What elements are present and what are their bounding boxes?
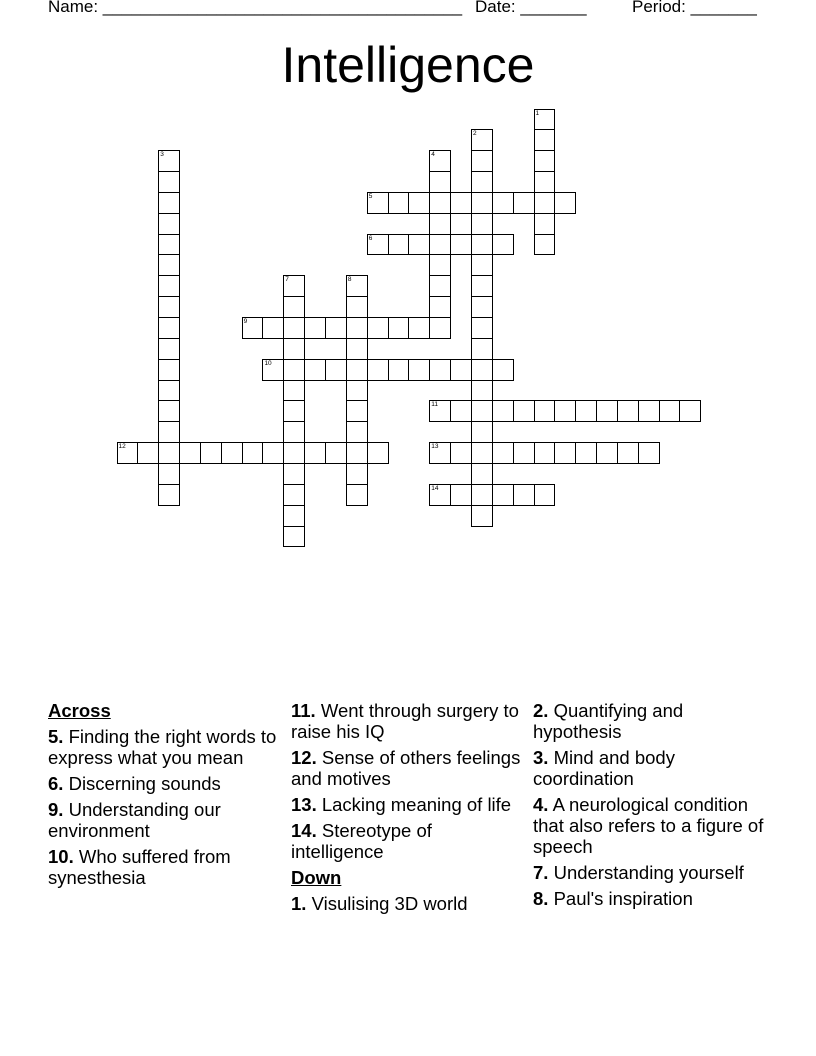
cell-number: 4 [431,151,435,159]
clue-number: 12. [291,747,317,768]
cell-number: 8 [347,276,352,284]
grid-cell[interactable] [471,380,493,402]
grid-cell[interactable] [471,463,493,485]
grid-cell[interactable] [158,234,180,256]
grid-cell[interactable] [158,192,180,214]
grid-cell[interactable] [158,213,180,235]
clue-column-3 [533,700,765,914]
clue-text: Who suffered from synesthesia [48,846,231,888]
clue-text: Went through surgery to raise his IQ [291,700,519,742]
grid-cell[interactable] [617,400,639,422]
grid-cell[interactable] [158,275,180,297]
grid-cell[interactable] [638,442,660,464]
period-field[interactable]: Period: _______ [632,0,757,16]
page-title: Intelligence [281,37,535,93]
grid-cell[interactable] [471,192,493,214]
grid-cell[interactable] [492,192,514,214]
clue-number: 5. [48,726,64,747]
grid-cell[interactable] [325,359,347,381]
grid-cell[interactable] [575,400,597,422]
grid-cell[interactable] [262,359,284,381]
cell-number: 13 [431,443,439,451]
cell-number: 2 [472,130,477,138]
grid-cell[interactable] [450,234,472,256]
clue-column-2 [291,700,523,919]
grid-cell[interactable] [325,442,347,464]
grid-cell[interactable] [596,442,618,464]
grid-cell[interactable] [471,421,493,443]
grid-cell[interactable] [471,254,493,276]
grid-cell[interactable] [554,400,576,422]
grid-cell[interactable] [408,317,430,339]
clue-number: 3. [533,747,549,768]
grid-cell[interactable] [346,296,368,318]
grid-cell[interactable] [200,442,222,464]
clue-number: 7. [533,862,549,883]
clue-text: Visulising 3D world [311,893,468,914]
clue-down-8 [533,888,765,909]
grid-cell[interactable] [659,400,681,422]
cell-number: 3 [160,151,164,159]
clue-number: 1. [291,893,307,914]
grid-cell[interactable] [283,463,305,485]
grid-cell[interactable] [534,171,556,193]
grid-cell[interactable] [575,442,597,464]
grid-cell[interactable] [471,317,493,339]
date-field[interactable]: Date: _______ [475,0,587,16]
across-heading: Across [48,700,111,721]
grid-cell[interactable] [262,442,284,464]
grid-cell[interactable] [471,359,493,381]
grid-cell[interactable] [304,442,326,464]
clue-number: 9. [48,799,64,820]
grid-cell[interactable] [679,400,701,422]
grid-cell[interactable] [221,442,243,464]
grid-cell[interactable] [617,442,639,464]
grid-cell[interactable] [429,442,451,464]
clue-number: 14. [291,820,317,841]
grid-cell[interactable] [158,296,180,318]
grid-cell[interactable] [388,192,410,214]
grid-cell[interactable] [450,442,472,464]
grid-cell[interactable] [492,484,514,506]
cell-number: 10 [264,359,272,367]
cell-number: 12 [118,443,126,451]
grid-cell[interactable] [283,338,305,360]
clue-text: Lacking meaning of life [321,794,512,815]
grid-cell[interactable] [367,442,389,464]
grid-cell[interactable] [242,442,264,464]
grid-cell[interactable] [471,129,493,151]
name-field[interactable]: Name: ______________________________________ [48,0,463,16]
grid-cell[interactable] [179,442,201,464]
grid-cell[interactable] [346,359,368,381]
grid-cell[interactable] [513,484,535,506]
grid-cell[interactable] [429,400,451,422]
clue-text: A neurological condition that also refers to a figure of speech [533,794,764,857]
clue-number: 13. [291,794,317,815]
clue-number: 6. [48,773,64,794]
grid-cell[interactable] [117,442,139,464]
grid-cell[interactable] [429,234,451,256]
clue-down-1 [291,893,523,914]
grid-cell[interactable] [346,380,368,402]
grid-cell[interactable] [158,338,180,360]
grid-cell[interactable] [492,442,514,464]
cell-number: 11 [431,401,438,409]
clue-text: Paul's inspiration [553,888,693,909]
grid-cell[interactable] [158,442,180,464]
grid-cell[interactable] [429,254,451,276]
grid-cell[interactable] [471,484,493,506]
grid-cell[interactable] [158,254,180,276]
grid-cell[interactable] [262,317,284,339]
cell-number: 5 [368,192,373,200]
grid-cell[interactable] [429,359,451,381]
grid-cell[interactable] [471,442,493,464]
grid-cell[interactable] [471,296,493,318]
grid-cell[interactable] [346,442,368,464]
grid-cell[interactable] [283,505,305,527]
grid-cell[interactable] [158,484,180,506]
grid-cell[interactable] [283,526,305,548]
grid-cell[interactable] [283,442,305,464]
grid-cell[interactable] [596,400,618,422]
grid-cell[interactable] [429,192,451,214]
grid-cell[interactable] [471,400,493,422]
grid-cell[interactable] [534,150,556,172]
grid-cell[interactable] [429,317,451,339]
clue-down-3 [533,747,765,789]
grid-cell[interactable] [450,400,472,422]
grid-cell[interactable] [408,234,430,256]
grid-cell[interactable] [158,400,180,422]
clue-across-11 [291,700,523,742]
grid-cell[interactable] [304,317,326,339]
grid-cell[interactable] [283,380,305,402]
clue-column-1 [48,700,280,893]
grid-cell[interactable] [346,421,368,443]
grid-cell[interactable] [471,171,493,193]
grid-cell[interactable] [367,234,389,256]
clue-number: 2. [533,700,549,721]
grid-cell[interactable] [283,296,305,318]
grid-cell[interactable] [513,192,535,214]
clue-number: 10. [48,846,74,867]
grid-cell[interactable] [367,317,389,339]
clue-number: 11. [291,700,316,721]
grid-cell[interactable] [429,275,451,297]
grid-cell[interactable] [429,171,451,193]
grid-cell[interactable] [346,338,368,360]
clue-text: Discerning sounds [68,773,221,794]
grid-cell[interactable] [450,359,472,381]
grid-cell[interactable] [513,400,535,422]
grid-cell[interactable] [450,192,472,214]
grid-cell[interactable] [554,442,576,464]
grid-cell[interactable] [158,421,180,443]
clue-text: Sense of others feelings and motives [291,747,521,789]
clue-across-13 [291,794,523,815]
grid-cell[interactable] [429,150,451,172]
grid-cell[interactable] [346,463,368,485]
grid-cell[interactable] [346,484,368,506]
cell-number: 9 [243,318,248,325]
grid-cell[interactable] [158,359,180,381]
grid-cell[interactable] [388,359,410,381]
clue-across-12 [291,747,523,789]
cell-number: 7 [285,276,289,284]
cell-number: 1 [535,109,540,117]
grid-cell[interactable] [492,400,514,422]
grid-cell[interactable] [471,213,493,235]
clue-text: Understanding yourself [553,862,744,883]
grid-cell[interactable] [304,359,326,381]
grid-cell[interactable] [429,484,451,506]
grid-cell[interactable] [429,296,451,318]
grid-cell[interactable] [283,421,305,443]
grid-cell[interactable] [158,463,180,485]
grid-cell[interactable] [492,359,514,381]
grid-cell[interactable] [534,129,556,151]
cell-number: 6 [368,234,373,242]
grid-cell[interactable] [137,442,159,464]
grid-cell[interactable] [283,275,305,297]
clue-down-4 [533,794,765,857]
grid-cell[interactable] [158,171,180,193]
clue-text: Understanding our environment [48,799,221,841]
grid-cell[interactable] [367,192,389,214]
grid-cell[interactable] [471,275,493,297]
grid-cell[interactable] [283,359,305,381]
grid-cell[interactable] [429,213,451,235]
grid-cell[interactable] [492,234,514,256]
clue-number: 8. [533,888,549,909]
grid-cell[interactable] [638,400,660,422]
grid-cell[interactable] [388,317,410,339]
grid-cell[interactable] [283,484,305,506]
grid-cell[interactable] [513,442,535,464]
grid-cell[interactable] [534,192,556,214]
grid-cell[interactable] [534,400,556,422]
grid-cell[interactable] [471,150,493,172]
grid-cell[interactable] [346,275,368,297]
clue-down-2 [533,700,765,742]
grid-cell[interactable] [534,484,556,506]
clue-text: Finding the right words to express what you mean [48,726,277,768]
grid-cell[interactable] [534,234,556,256]
grid-cell[interactable] [554,192,576,214]
clue-text: Quantifying and hypothesis [533,700,684,742]
grid-cell[interactable] [471,234,493,256]
grid-cell[interactable] [283,317,305,339]
grid-cell[interactable] [534,213,556,235]
clue-across-10 [48,846,280,888]
clue-number: 4. [533,794,549,815]
grid-cell[interactable] [534,109,556,131]
grid-cell[interactable] [450,484,472,506]
grid-cell[interactable] [471,505,493,527]
grid-cell[interactable] [158,150,180,172]
grid-cell[interactable] [408,359,430,381]
grid-cell[interactable] [283,400,305,422]
grid-cell[interactable] [408,192,430,214]
grid-cell[interactable] [325,317,347,339]
down-heading: Down [291,867,342,888]
clue-across-6 [48,773,280,794]
grid-cell[interactable] [367,359,389,381]
grid-cell[interactable] [388,234,410,256]
clue-across-14 [291,820,523,862]
clue-text: Mind and body coordination [533,747,675,789]
grid-cell[interactable] [158,380,180,402]
grid-cell[interactable] [346,400,368,422]
clue-across-9 [48,799,280,841]
grid-cell[interactable] [346,317,368,339]
cell-number: 14 [431,484,439,492]
clue-across-5 [48,726,280,768]
grid-cell[interactable] [471,338,493,360]
grid-cell[interactable] [242,317,264,339]
clue-down-7 [533,862,765,883]
grid-cell[interactable] [534,442,556,464]
grid-cell[interactable] [158,317,180,339]
clue-text: Stereotype of intelligence [291,820,432,862]
